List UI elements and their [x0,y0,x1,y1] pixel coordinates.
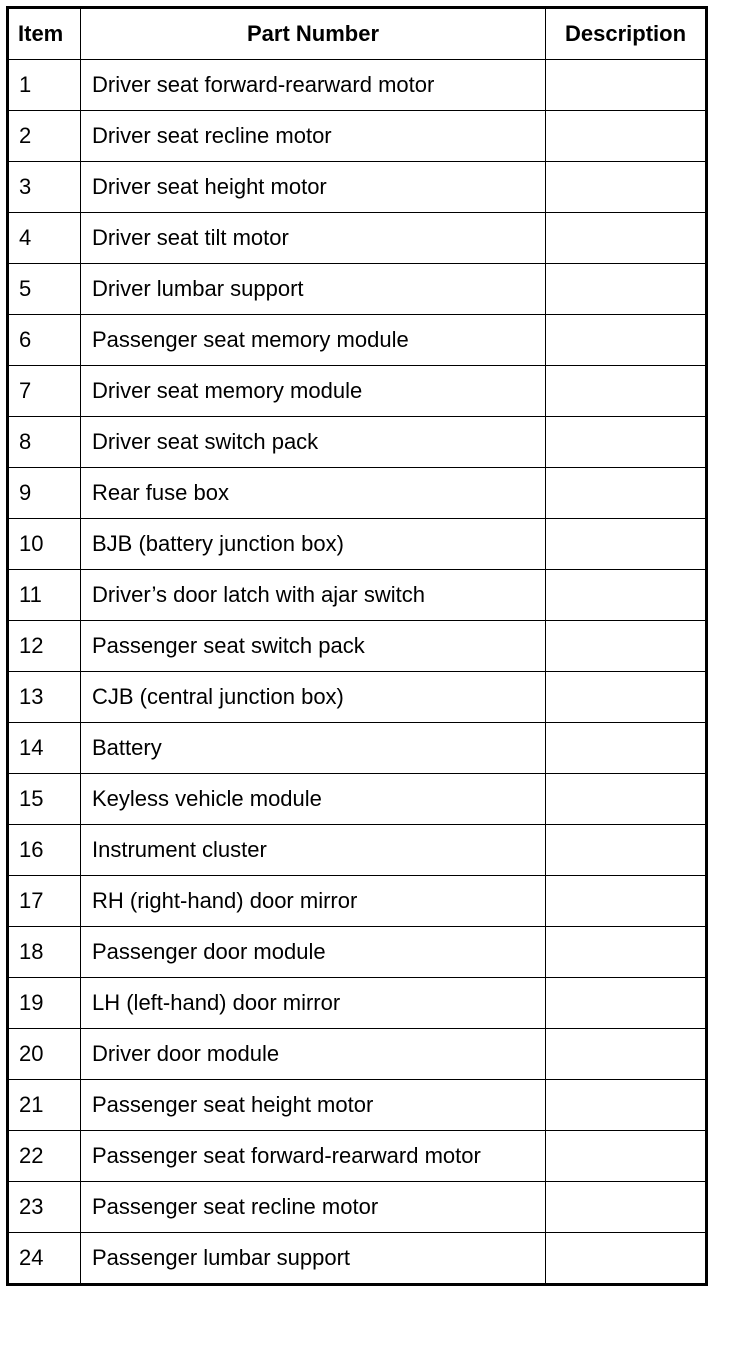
description-cell [546,111,707,162]
description-cell [546,264,707,315]
description-cell [546,774,707,825]
description-cell [546,162,707,213]
item-number-cell: 23 [8,1182,81,1233]
table-row [8,978,707,1029]
item-number-cell: 12 [8,621,81,672]
part-number-cell: Driver seat memory module [81,366,546,417]
table-row [8,1029,707,1080]
table-row [8,774,707,825]
description-cell [546,60,707,111]
part-number-cell: Passenger seat recline motor [81,1182,546,1233]
item-number-cell: 6 [8,315,81,366]
part-number-cell: BJB (battery junction box) [81,519,546,570]
item-number-cell: 15 [8,774,81,825]
part-number-cell: Keyless vehicle module [81,774,546,825]
item-number-cell: 21 [8,1080,81,1131]
description-cell [546,519,707,570]
table-row [8,1182,707,1233]
description-cell [546,927,707,978]
table-row [8,723,707,774]
table-row [8,366,707,417]
part-number-cell: Driver seat forward-rearward motor [81,60,546,111]
description-cell [546,1029,707,1080]
parts-table [6,6,708,1286]
item-number-cell: 13 [8,672,81,723]
table-row [8,1080,707,1131]
table-header [8,8,707,60]
item-number-cell: 4 [8,213,81,264]
part-number-cell: Passenger seat switch pack [81,621,546,672]
item-number-cell: 16 [8,825,81,876]
part-number-cell: LH (left-hand) door mirror [81,978,546,1029]
item-number-cell: 14 [8,723,81,774]
description-cell [546,672,707,723]
table-body [8,60,707,1285]
part-number-cell: Instrument cluster [81,825,546,876]
part-number-cell: Driver lumbar support [81,264,546,315]
table-row [8,672,707,723]
description-cell [546,621,707,672]
item-number-cell: 18 [8,927,81,978]
item-number-cell: 3 [8,162,81,213]
table-row [8,570,707,621]
table-row [8,876,707,927]
table-row [8,1233,707,1285]
description-cell [546,978,707,1029]
item-number-cell: 11 [8,570,81,621]
part-number-cell: Passenger seat memory module [81,315,546,366]
description-cell [546,213,707,264]
table-row [8,60,707,111]
description-cell [546,570,707,621]
item-number-cell: 24 [8,1233,81,1285]
table-row [8,417,707,468]
table-row [8,519,707,570]
table-row [8,111,707,162]
part-number-cell: Driver door module [81,1029,546,1080]
item-number-cell: 2 [8,111,81,162]
part-number-cell: Driver seat recline motor [81,111,546,162]
part-number-cell: Passenger door module [81,927,546,978]
item-number-cell: 7 [8,366,81,417]
item-number-cell: 9 [8,468,81,519]
item-number-cell: 5 [8,264,81,315]
description-cell [546,417,707,468]
description-cell [546,468,707,519]
part-number-cell: Passenger lumbar support [81,1233,546,1285]
item-number-cell: 1 [8,60,81,111]
description-cell [546,723,707,774]
description-cell [546,825,707,876]
part-number-cell: RH (right-hand) door mirror [81,876,546,927]
item-number-cell: 8 [8,417,81,468]
description-cell [546,366,707,417]
description-cell [546,1080,707,1131]
table-row [8,213,707,264]
part-number-cell: Driver seat height motor [81,162,546,213]
column-header-item: Item [8,8,81,60]
header-row [8,8,707,60]
table-row [8,1131,707,1182]
item-number-cell: 22 [8,1131,81,1182]
table-row [8,468,707,519]
table-row [8,927,707,978]
description-cell [546,876,707,927]
table-row [8,264,707,315]
item-number-cell: 17 [8,876,81,927]
description-cell [546,1131,707,1182]
part-number-cell: Driver seat tilt motor [81,213,546,264]
column-header-part-number: Part Number [81,8,546,60]
table-row [8,315,707,366]
column-header-description: Description [546,8,707,60]
part-number-cell: CJB (central junction box) [81,672,546,723]
table-row [8,162,707,213]
part-number-cell: Battery [81,723,546,774]
part-number-cell: Passenger seat height motor [81,1080,546,1131]
description-cell [546,315,707,366]
table-row [8,621,707,672]
description-cell [546,1182,707,1233]
part-number-cell: Driver’s door latch with ajar switch [81,570,546,621]
table-row [8,825,707,876]
description-cell [546,1233,707,1285]
part-number-cell: Driver seat switch pack [81,417,546,468]
part-number-cell: Passenger seat forward-rearward motor [81,1131,546,1182]
item-number-cell: 19 [8,978,81,1029]
part-number-cell: Rear fuse box [81,468,546,519]
item-number-cell: 10 [8,519,81,570]
item-number-cell: 20 [8,1029,81,1080]
